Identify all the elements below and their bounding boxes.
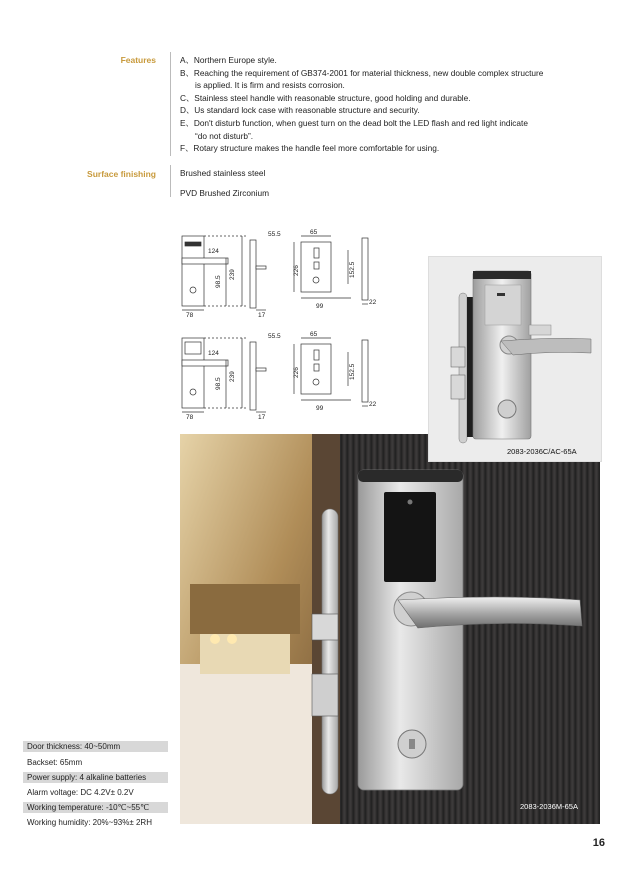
dim-124: 124 [208,350,219,357]
dim-22: 22 [369,299,377,306]
dim-226: 226 [293,367,300,378]
dim-226: 226 [293,265,300,276]
feature-d: D、Us standard lock case with reasonable structure and security. [180,105,420,116]
dim-152-5: 152.5 [349,261,356,278]
main-product-photo [180,434,600,824]
dim-78: 78 [186,414,194,421]
dim-78: 78 [186,312,194,319]
surface-list [180,167,269,199]
technical-drawing-1 [176,228,386,320]
dim-17: 17 [258,312,266,319]
feature-b-cont: is applied. It is firm and resists corrosion. [195,80,345,91]
spec-alarm-voltage: Alarm voltage: DC 4.2V± 0.2V [27,788,134,797]
features-label: Features [120,55,156,65]
features-divider [170,52,171,156]
feature-e-cont: “do not disturb”. [195,130,254,141]
surface-label: Surface finishing [87,169,156,179]
dim-99: 99 [316,405,324,412]
dim-152-5: 152.5 [349,363,356,380]
spec-door-thickness: Door thickness: 40~50mm [23,741,168,752]
page-number: 16 [592,837,605,849]
feature-b: B、Reaching the requirement of GB374-2001 for material thickness, new double complex structure [180,67,544,78]
surface-item: Brushed stainless steel [180,168,266,178]
inset-photo-caption: 2083-2036C/AC-65A [507,447,577,456]
dim-99: 99 [316,303,324,310]
features-list [180,54,600,155]
main-photo-caption: 2083-2036M-65A [520,802,578,811]
feature-c: C、Stainless steel handle with reasonable structure, good holding and durable. [180,92,471,103]
inset-product-photo [428,256,602,462]
feature-e: E、Don't disturb function, when guest turn on the dead bolt the LED flash and red light indicate [180,117,528,128]
spec-working-humidity: Working humidity: 20%~93%± 2RH [27,818,152,827]
dim-239: 239 [229,371,236,382]
dim-22: 22 [369,401,377,408]
dim-98-5: 98.5 [215,275,222,288]
spec-working-temperature: Working temperature: -10℃~55℃ [23,802,168,813]
feature-a: A、Northern Europe style. [180,55,277,65]
surface-item: PVD Brushed Zirconium [180,188,269,198]
technical-drawing-2 [176,330,386,422]
dim-65: 65 [310,229,318,236]
dim-55-5: 55.5 [268,333,281,340]
feature-f: F、Rotary structure makes the handle feel more comfortable for using. [180,143,440,154]
dim-17: 17 [258,414,266,421]
dim-98-5: 98.5 [215,377,222,390]
spec-power-supply: Power supply: 4 alkaline batteries [23,772,168,783]
dim-55-5: 55.5 [268,231,281,238]
surface-divider [170,165,171,197]
dim-124: 124 [208,248,219,255]
spec-backset: Backset: 65mm [27,758,83,767]
dim-239: 239 [229,269,236,280]
dim-65: 65 [310,331,318,338]
